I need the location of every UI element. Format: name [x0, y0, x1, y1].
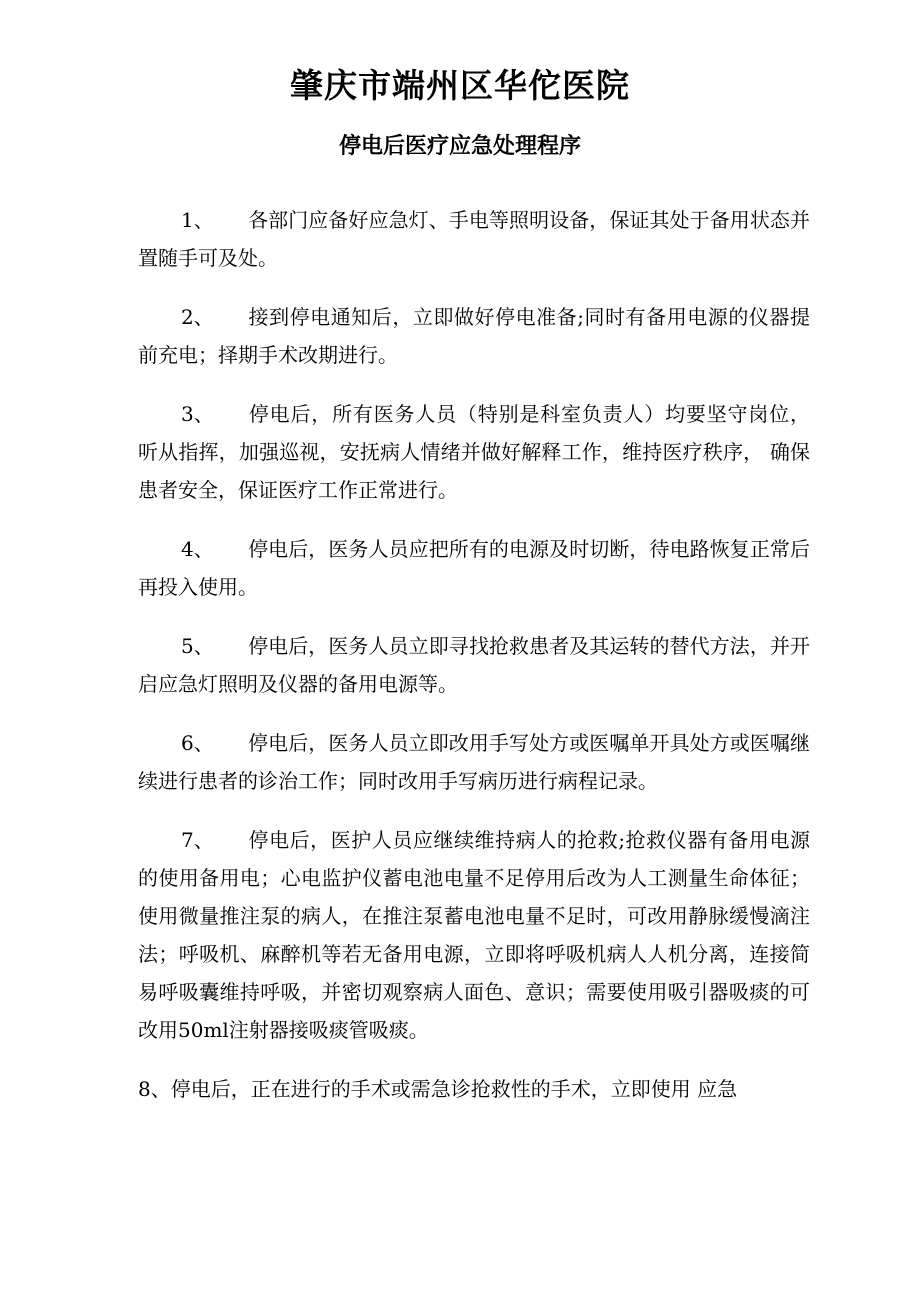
document-body: [138, 201, 810, 1129]
item-text: 停电后，医务人员立即寻找抢救患者及其运转的替代方法，并开启应急灯照明及仪器的备用电源等。: [138, 634, 810, 696]
list-item-1: [138, 201, 810, 277]
list-item-8: [138, 1070, 810, 1108]
list-item-7: [138, 821, 810, 1049]
list-item-6: [138, 724, 810, 800]
document-subtitle: 停电后医疗应急处理程序: [338, 133, 581, 159]
item-text: 停电后，医护人员应继续维持病人的抢救;抢救仪器有备用电源的使用备用电；心电监护仪蓄电池电量不足停用后改为人工测量生命体征；使用微量推注泵的病人，在推注泵蓄电池电量不足时，可改用静脉缓慢滴注法；呼吸机、麻醉机等若无备用电源，立即将呼吸机病人人机分离，连接简易呼吸囊维持呼吸，并密切观察病人面色、意识；需要使用吸引器吸痰的可改用50ml注射器接吸痰管吸痰。: [138, 828, 810, 1042]
item-number: 8、: [138, 1077, 171, 1101]
item-number: 6、: [181, 731, 214, 755]
item-text: 停电后，医务人员立即改用手写处方或医嘱单开具处方或医嘱继续进行患者的诊治工作；同时改用手写病历进行病程记录。: [138, 731, 810, 793]
item-number: 3、: [181, 402, 214, 426]
item-text: 停电后，所有医务人员（特别是科室负责人）均要坚守岗位， 听从指挥，加强巡视，安抚病人情绪并做好解释工作，维持医疗秩序， 确保患者安全，保证医疗工作正常进行。: [138, 402, 810, 502]
item-text: 接到停电通知后，立即做好停电准备;同时有备用电源的仪器提前充电；择期手术改期进行。: [138, 305, 810, 367]
item-number: 1、: [181, 208, 214, 232]
item-number: 2、: [181, 305, 214, 329]
item-number: 7、: [181, 828, 214, 852]
item-number: 4、: [181, 537, 214, 561]
document-title: 肇庆市端州区华佗医院: [290, 66, 630, 105]
list-item-3: [138, 395, 810, 509]
item-text: 停电后，医务人员应把所有的电源及时切断，待电路恢复正常后再投入使用。: [138, 537, 810, 599]
item-text: 各部门应备好应急灯、手电等照明设备，保证其处于备用状态并置随手可及处。: [138, 208, 810, 270]
list-item-4: [138, 530, 810, 606]
list-item-5: [138, 627, 810, 703]
item-number: 5、: [181, 634, 214, 658]
list-item-2: [138, 298, 810, 374]
item-text: 停电后，正在进行的手术或需急诊抢救性的手术，立即使用 应急: [170, 1077, 738, 1101]
